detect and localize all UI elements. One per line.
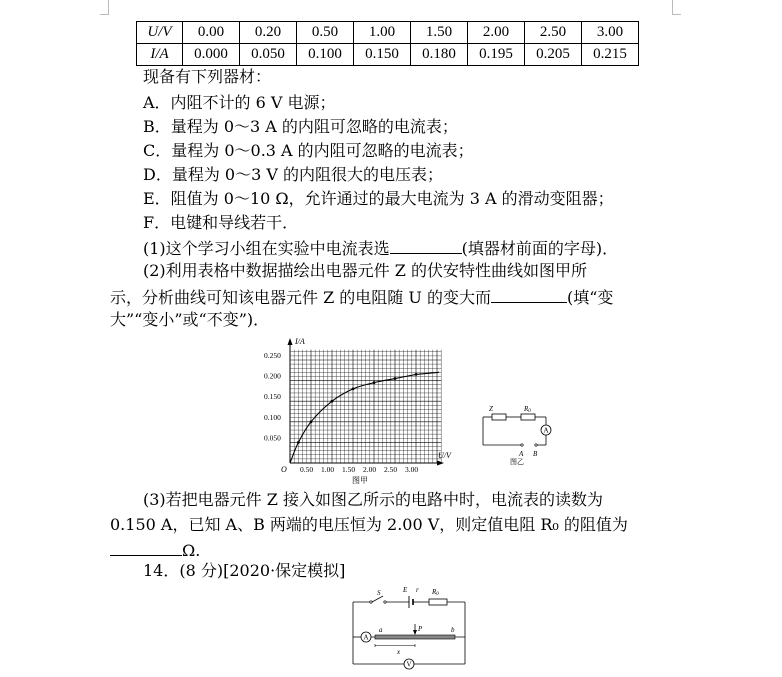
y-tick-label: 0.200 [264,371,281,381]
y-axis-label: I/A [295,337,305,346]
question-3-line-3 [110,539,200,561]
table-header-i: I/A [137,44,183,66]
label-x: x [397,648,401,656]
x-tick-label: 0.50 [300,465,314,474]
intro-line: 现备有下列器材： [143,67,272,86]
table-cell: 0.20 [240,22,297,44]
table-cell: 0.050 [240,44,297,66]
y-tick-label: 0.150 [264,392,281,402]
label-r0 [523,405,531,414]
question-1 [143,237,618,259]
y-tick-label: 0.250 [264,351,281,360]
label-b: B [533,450,538,458]
table-cell: 1.50 [411,22,468,44]
option-b: B．量程为 0～3 A 的内阻可忽略的电流表； [143,117,458,136]
element-z [492,414,506,420]
question-2-line-3: 大”“变小”或“不变”)． [110,310,270,329]
y-tick-label: 0.050 [264,433,281,443]
x-tick-label: 1.50 [342,465,356,474]
switch-contact [370,601,372,603]
graph-caption: 图甲 [352,476,368,485]
x-axis-arrow [437,461,444,466]
option-a: A．内阻不计的 6 V 电源； [143,93,336,112]
x-tick-label: 3.00 [405,465,419,474]
question-3-line-2: 0.150 A，已知 A、B 两端的电压恒为 2.00 V，则定值电阻 R₀ 的阻值为 [110,515,628,534]
switch-contact [384,601,386,603]
question-1-text-a: (1)这个学习小组在实验中电流表选 [143,239,390,258]
table-header-u: U/V [137,22,183,44]
resistor-r0 [521,414,535,420]
page-corner-mark-left [100,0,109,15]
table-cell: 0.50 [297,22,354,44]
question-3-unit: Ω. [182,541,201,560]
page-corner-mark-right [672,0,681,15]
label-r0-letter: R [432,588,437,596]
circuit-diagram-14 [345,582,475,677]
data-table [136,21,639,66]
question-14-heading: 14．(8 分)[2020·保定模拟] [143,561,346,580]
x-tick-label: 2.00 [363,465,377,474]
y-axis-arrow [288,338,293,345]
question-1-text-b: (填器材前面的字母)． [461,239,619,258]
table-cell: 0.100 [297,44,354,66]
resistor-r0 [429,599,447,605]
option-e: E．阻值为 0～10 Ω，允许通过的最大电流为 3 A 的滑动变阻器； [143,189,614,208]
circuit-diagram-yi [475,400,565,465]
label-z: Z [489,405,493,413]
table-cell: 0.205 [525,44,582,66]
data-point [373,381,376,384]
question-2-line-1: (2)利用表格中数据描绘出电器元件 Z 的伏安特性曲线如图甲所 [143,261,587,280]
label-b: b [451,626,455,634]
label-r0-subscript: 0 [436,592,439,597]
label-r0 [431,588,439,597]
slider-p-arrow [413,630,417,635]
answer-blank-2 [491,286,567,303]
question-3-line-1: (3)若把电器元件 Z 接入如图乙所示的电路中时，电流表的读数为 [143,490,603,509]
question-2-line-2 [110,286,613,308]
x-tick-label: 1.00 [321,465,335,474]
table-cell: 3.00 [582,22,639,44]
y-tick-label: 0.100 [264,412,281,422]
label-s: S [377,589,381,597]
option-f: F．电键和导线若干． [143,213,299,232]
table-cell: 0.000 [183,44,240,66]
table-cell: 1.00 [354,22,411,44]
option-c: C．量程为 0～0.3 A 的内阻可忽略的电流表； [143,141,474,160]
data-point [297,441,300,444]
label-a: a [379,626,383,634]
data-point [394,377,397,380]
table-cell: 2.50 [525,22,582,44]
label-r: r [416,586,419,594]
table-cell: 0.00 [183,22,240,44]
data-point [415,373,418,376]
ammeter-label: A [363,633,369,642]
table-cell: 2.00 [468,22,525,44]
label-e: E [403,586,408,594]
question-2-text-b: 示，分析曲线可知该电器元件 Z 的电阻随 U 的变大而 [110,288,491,307]
table-row-u [137,22,639,44]
answer-blank-1 [390,237,462,254]
origin-label: O [281,465,287,474]
iv-curve-graph [250,332,465,487]
x-axis-label: U/V [438,451,451,460]
terminal-a [521,444,523,446]
data-point [310,420,313,423]
voltmeter-label: V [406,660,412,669]
label-r0-subscript: 0 [528,409,531,414]
table-cell: 0.195 [468,44,525,66]
data-point [331,400,334,403]
answer-blank-3 [110,539,182,556]
data-point [352,387,355,390]
table-cell: 0.215 [582,44,639,66]
label-p: P [418,625,423,633]
x-tick-label: 2.50 [384,465,398,474]
option-d: D．量程为 0～3 V 的内阻很大的电压表； [143,165,444,184]
table-cell: 0.180 [411,44,468,66]
circuit-caption: 图乙 [510,458,524,465]
label-r0-letter: R [524,405,529,413]
table-row-i [137,44,639,66]
question-2-text-c: (填“变 [566,288,614,307]
terminal-b [535,444,537,446]
table-cell: 0.150 [354,44,411,66]
ammeter-label: A [543,426,549,435]
label-a: A [519,450,524,458]
resistance-wire-ab [375,635,455,639]
graph-grid [290,350,441,463]
